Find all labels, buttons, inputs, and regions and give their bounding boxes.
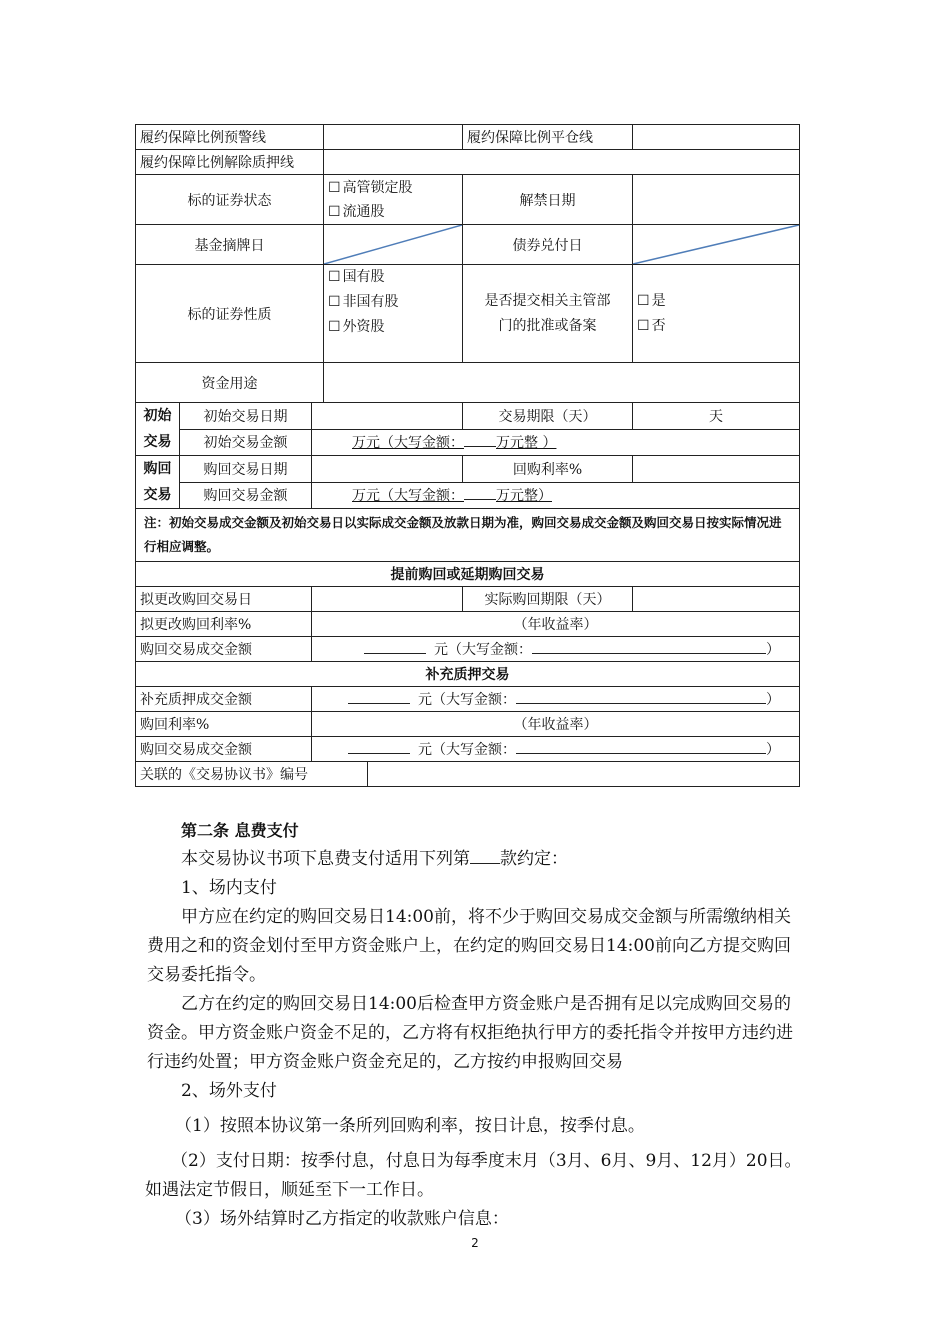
nature-option-foreign[interactable]: ☐ 外资股 xyxy=(328,319,385,335)
warning-line-label: 履约保障比例预警线 xyxy=(136,125,324,150)
article-two xyxy=(147,816,807,1234)
offsite-item-1: （1）按照本协议第一条所列回购利率，按日计息，按季付息。 xyxy=(175,1116,645,1136)
initial-date-value[interactable] xyxy=(312,403,463,430)
repo-rate-value[interactable] xyxy=(633,456,800,483)
checkbox-icon[interactable]: ☐ xyxy=(637,292,650,309)
repo-date-value[interactable] xyxy=(312,456,463,483)
article-heading: 第二条 息费支付 xyxy=(181,821,299,840)
checkbox-icon[interactable]: ☐ xyxy=(328,203,341,220)
onsite-paragraph-1: 甲方应在约定的购回交易日14:00前，将不少于购回交易成交金额与所需缴纳相关费用之和的资金划付至甲方资金账户上，在约定的购回交易日14:00前向乙方提交购回交易委托指令。 xyxy=(147,907,791,985)
related-agreement-no-value[interactable] xyxy=(368,762,800,787)
repo-deal-amount2-value[interactable]: 元（大写金额： ） xyxy=(312,737,800,762)
checkbox-icon[interactable]: ☐ xyxy=(328,179,341,196)
change-rate-label: 拟更改购回利率% xyxy=(136,612,312,637)
liquidation-line-label: 履约保障比例平仓线 xyxy=(463,125,633,150)
approval-label: 是否提交相关主管部 门的批准或备案 xyxy=(463,265,633,363)
onsite-heading: 1、场内支付 xyxy=(181,878,277,898)
security-status-options xyxy=(324,175,463,225)
repo-amount-value[interactable]: 万元（大写金额： 万元整） xyxy=(312,482,800,509)
repo-date-label: 购回交易日期 xyxy=(180,456,312,483)
offsite-item-3: （3）场外结算时乙方指定的收款账户信息： xyxy=(175,1209,509,1229)
checkbox-icon[interactable]: ☐ xyxy=(637,317,650,334)
repo-deal-amount2-label: 购回交易成交金额 xyxy=(136,737,312,762)
supp-amount-label: 补充质押成交金额 xyxy=(136,687,312,712)
change-date-label: 拟更改购回交易日 xyxy=(136,587,312,612)
security-status-label: 标的证券状态 xyxy=(136,175,324,225)
actual-term-label: 实际购回期限（天） xyxy=(463,587,633,612)
offsite-item-2: （2）支付日期：按季付息，付息日为每季度末月（3月、6月、9月、12月）20日。如遇法定节假日，顺延至下一工作日。 xyxy=(145,1151,802,1200)
initial-trade-group: 初始 交易 xyxy=(136,403,180,456)
supplementary-pledge-section-title: 补充质押交易 xyxy=(136,662,800,687)
offsite-heading: 2、场外支付 xyxy=(181,1081,277,1101)
fund-usage-value[interactable] xyxy=(324,363,800,403)
repo-deal-amount-value[interactable]: 元（大写金额： ） xyxy=(312,637,800,662)
supp-amount-value[interactable]: 元（大写金额： ） xyxy=(312,687,800,712)
nature-option-state[interactable]: ☐ 国有股 xyxy=(328,269,385,285)
checkbox-icon[interactable]: ☐ xyxy=(328,269,341,285)
initial-date-label: 初始交易日期 xyxy=(180,403,312,430)
warning-line-value[interactable] xyxy=(324,125,463,150)
status-option-locked[interactable]: ☐ 高管锁定股 xyxy=(328,179,413,196)
repo-rate2-value[interactable]: （年收益率） xyxy=(312,712,800,737)
security-nature-options xyxy=(324,265,463,363)
trade-terms-table xyxy=(135,124,800,787)
initial-amount-label: 初始交易金额 xyxy=(180,429,312,456)
approval-option-no[interactable]: ☐ 否 xyxy=(637,317,666,334)
repo-rate-label: 回购利率% xyxy=(463,456,633,483)
initial-amount-value[interactable]: 万元（大写金额： 万元整 ） xyxy=(312,429,800,456)
intro-paragraph: 本交易协议书项下息费支付适用下列第 款约定： xyxy=(181,849,568,869)
bond-payment-date-slash xyxy=(633,225,800,265)
adjustment-note: 注：初始交易成交金额及初始交易日以实际成交金额及放款日期为准，购回交易成交金额及购回交易日按实际情况进行相应调整。 xyxy=(136,509,800,562)
change-date-value[interactable] xyxy=(312,587,463,612)
fund-delist-date-label: 基金摘牌日 xyxy=(136,225,324,265)
nature-option-nonstate[interactable]: ☐ 非国有股 xyxy=(328,294,399,310)
release-line-value[interactable] xyxy=(324,150,800,175)
security-nature-label: 标的证券性质 xyxy=(136,265,324,363)
release-line-label: 履约保障比例解除质押线 xyxy=(136,150,324,175)
approval-options xyxy=(633,265,800,363)
checkbox-icon[interactable]: ☐ xyxy=(328,319,341,335)
actual-term-value[interactable] xyxy=(633,587,800,612)
bond-payment-date-label: 债券兑付日 xyxy=(463,225,633,265)
repo-trade-group: 购回 交易 xyxy=(136,456,180,509)
trade-term-label: 交易期限（天） xyxy=(463,403,633,430)
unlock-date-value[interactable] xyxy=(633,175,800,225)
fund-delist-date-slash xyxy=(324,225,463,265)
repo-rate2-label: 购回利率% xyxy=(136,712,312,737)
checkbox-icon[interactable]: ☐ xyxy=(328,294,341,310)
status-option-tradable[interactable]: ☐ 流通股 xyxy=(328,203,385,220)
onsite-paragraph-2: 乙方在约定的购回交易日14:00后检查甲方资金账户是否拥有足以完成购回交易的资金。甲方资金账户资金不足的，乙方将有权拒绝执行甲方的委托指令并按甲方违约进行违约处置；甲方资金账户资金充足的，乙方按约申报购回交易 xyxy=(147,994,793,1072)
fund-usage-label: 资金用途 xyxy=(136,363,324,403)
repo-amount-label: 购回交易金额 xyxy=(180,482,312,509)
related-agreement-no-label: 关联的《交易协议书》编号 xyxy=(136,762,368,787)
early-repo-section-title: 提前购回或延期购回交易 xyxy=(136,562,800,587)
approval-option-yes[interactable]: ☐ 是 xyxy=(637,292,666,309)
liquidation-line-value[interactable] xyxy=(633,125,800,150)
change-rate-value[interactable]: （年收益率） xyxy=(312,612,800,637)
trade-term-value[interactable]: 天 xyxy=(633,403,800,430)
repo-deal-amount-label: 购回交易成交金额 xyxy=(136,637,312,662)
unlock-date-label: 解禁日期 xyxy=(463,175,633,225)
page-number: 2 xyxy=(471,1236,479,1250)
